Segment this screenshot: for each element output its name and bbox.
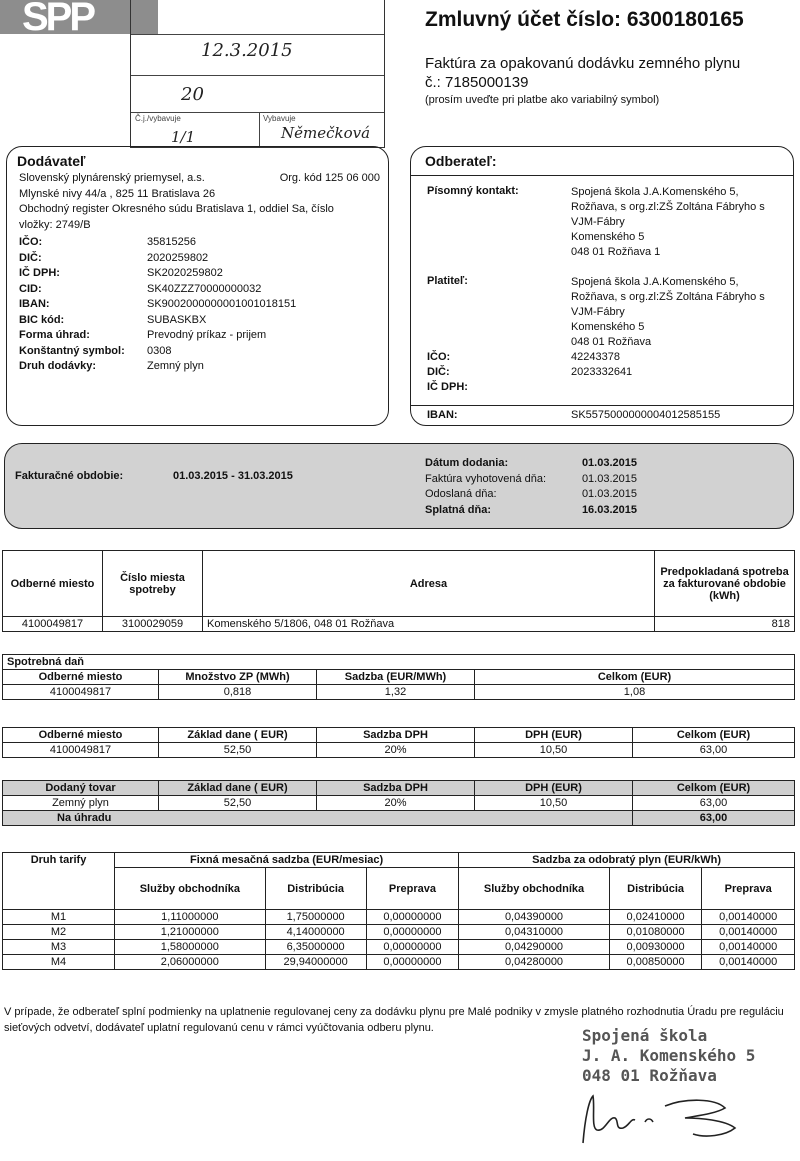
vat-col-total: Celkom (EUR)	[633, 728, 795, 743]
tariff-type: M4	[3, 955, 115, 970]
detail-row	[19, 235, 296, 251]
detail-value: Prevodný príkaz - prijem	[147, 329, 267, 341]
date-value: 01.03.2015	[581, 472, 637, 485]
stamp-signature: Němečková	[281, 124, 371, 142]
customer-iban-label: IBAN:	[427, 409, 458, 421]
invoice-note: (prosím uveďte pri platbe ako variabilný symbol)	[425, 94, 660, 106]
supplier-register: Obchodný register Okresného súdu Bratislava 1, oddiel Sa, číslo	[19, 203, 334, 215]
address-line: VJM-Fábry	[571, 306, 625, 318]
col-address: Adresa	[203, 551, 655, 617]
tariff-type: M3	[3, 940, 115, 955]
tariff-value: 2,06000000	[115, 955, 266, 970]
spp-logo: SPP	[0, 0, 158, 34]
tariff-col-type: Druh tarify	[3, 853, 115, 910]
col-point-number: Číslo miesta spotreby	[103, 551, 203, 617]
seal-line-3: 048 01 Rožňava	[582, 1066, 717, 1085]
vat-col-base: Základ dane ( EUR)	[159, 728, 317, 743]
goods-col-item: Dodaný tovar	[3, 781, 159, 796]
tariff-value: 0,00930000	[609, 940, 702, 955]
tariff-value: 0,00000000	[366, 940, 459, 955]
address-line: Spojená škola J.A.Komenského 5,	[571, 186, 739, 198]
detail-row	[19, 359, 296, 375]
detail-label: CID:	[19, 282, 42, 295]
tariff-value: 4,14000000	[265, 925, 366, 940]
table-row	[3, 685, 795, 700]
date-label: Splatná dňa:	[425, 503, 492, 516]
date-value: 16.03.2015	[581, 503, 637, 516]
date-row	[425, 456, 637, 472]
detail-row	[19, 344, 296, 360]
tariff-value: 0,00000000	[366, 925, 459, 940]
detail-label: Druh dodávky:	[19, 360, 97, 372]
contact-label: Písomný kontakt:	[427, 185, 519, 197]
excise-point: 4100049817	[3, 685, 159, 700]
tariff-value: 1,21000000	[115, 925, 266, 940]
invoice-number: č.: 7185000139	[425, 74, 529, 91]
col-point: Odberné miesto	[3, 551, 103, 617]
tariff-subheader: Preprava	[366, 868, 459, 910]
vat-table	[2, 727, 795, 758]
goods-col-total: Celkom (EUR)	[633, 781, 795, 796]
stamp-label-2: Vybavuje	[263, 114, 296, 123]
excise-amount: 0,818	[159, 685, 317, 700]
address-line: 048 01 Rožňava 1	[571, 246, 661, 258]
address-line: 048 01 Rožňava	[571, 336, 652, 348]
customer-box	[410, 146, 794, 426]
goods-total: 63,00	[633, 796, 795, 811]
tariff-value: 1,75000000	[265, 910, 366, 925]
vat-col-rate: Sadzba DPH	[317, 728, 475, 743]
date-row	[425, 487, 637, 503]
detail-row	[19, 251, 296, 267]
tariff-value: 6,35000000	[265, 940, 366, 955]
vat-amount: 10,50	[475, 743, 633, 758]
customer-iban: SK5575000000004012585155	[571, 409, 721, 421]
vat-base: 52,50	[159, 743, 317, 758]
tariff-value: 0,00140000	[702, 955, 795, 970]
excise-col-total: Celkom (EUR)	[475, 670, 795, 685]
tariff-value: 0,00140000	[702, 940, 795, 955]
customer-heading: Odberateľ:	[425, 153, 497, 169]
table-row	[3, 796, 795, 811]
goods-table	[2, 780, 795, 826]
detail-value: 0308	[147, 344, 172, 357]
goods-col-rate: Sadzba DPH	[317, 781, 475, 796]
stamp-date: 12.3.2015	[201, 40, 293, 61]
table-row	[3, 955, 795, 970]
customer-dic-label: DIČ:	[427, 366, 450, 378]
stamp-label-1: Č.j./vybavuje	[135, 114, 181, 123]
tariff-value: 0,04390000	[459, 910, 610, 925]
tariff-type: M1	[3, 910, 115, 925]
stamp-number: 20	[181, 84, 204, 105]
cell-address: Komenského 5/1806, 048 01 Rožňava	[203, 617, 655, 632]
goods-col-base: Základ dane ( EUR)	[159, 781, 317, 796]
period-value: 01.03.2015 - 31.03.2015	[173, 470, 293, 482]
table-row	[3, 925, 795, 940]
goods-item: Zemný plyn	[3, 796, 159, 811]
tariff-value: 0,04310000	[459, 925, 610, 940]
detail-value: SK2020259802	[147, 267, 223, 279]
excise-title: Spotrebná daň	[3, 655, 795, 670]
tariff-subheader: Služby obchodníka	[459, 868, 610, 910]
school-seal	[582, 1026, 755, 1086]
detail-value: SK40ZZZ70000000032	[147, 282, 262, 295]
cell-point-number: 3100029059	[103, 617, 203, 632]
date-value: 01.03.2015	[581, 457, 637, 469]
vat-total: 63,00	[633, 743, 795, 758]
customer-icdph-label: IČ DPH:	[427, 381, 468, 393]
excise-col-point: Odberné miesto	[3, 670, 159, 685]
tariff-value: 29,94000000	[265, 955, 366, 970]
regulation-note: V prípade, že odberateľ splní podmienky na uplatnenie regulovanej ceny za dodávku plynu pre Malé podniky v zmysle platného rozhodnutia Úradu pre reguláciu sieťových odvetví, dodávateľ uplatní regulovanú cenu v rámci vyúčtovania odberu plynu.	[4, 1006, 784, 1034]
excise-col-rate: Sadzba (EUR/MWh)	[317, 670, 475, 685]
vat-point: 4100049817	[3, 743, 159, 758]
supplier-address: Mlynské nivy 44/a , 825 11 Bratislava 26	[19, 187, 216, 200]
detail-label: DIČ:	[19, 251, 42, 264]
detail-value: SUBASKBX	[147, 313, 207, 326]
tariff-value: 0,01080000	[609, 925, 702, 940]
tariff-value: 0,00000000	[366, 955, 459, 970]
period-dates	[425, 456, 637, 518]
tariff-value: 1,58000000	[115, 940, 266, 955]
col-expected-consumption: Predpokladaná spotreba za fakturované obdobie (kWh)	[655, 551, 795, 617]
address-line: Komenského 5	[571, 231, 645, 243]
amount-due-value: 63,00	[633, 811, 795, 826]
goods-col-vat: DPH (EUR)	[475, 781, 633, 796]
detail-row	[19, 297, 296, 313]
tariff-subheader: Distribúcia	[609, 868, 702, 910]
tariff-subheader: Služby obchodníka	[115, 868, 266, 910]
invoice-title-line1: Faktúra za opakovanú dodávku zemného plynu	[425, 55, 741, 72]
amount-due-label: Na úhradu	[3, 811, 633, 826]
tariff-value: 0,02410000	[609, 910, 702, 925]
excise-total: 1,08	[475, 685, 795, 700]
table-row	[3, 910, 795, 925]
vat-rate: 20%	[317, 743, 475, 758]
cell-point: 4100049817	[3, 617, 103, 632]
seal-line-1: Spojená škola	[582, 1026, 708, 1045]
detail-label: IČ DPH:	[19, 267, 60, 279]
excise-col-amount: Množstvo ZP (MWh)	[159, 670, 317, 685]
tariff-value: 0,00140000	[702, 925, 795, 940]
date-value: 01.03.2015	[581, 488, 637, 500]
supplier-name: Slovenský plynárenský priemysel, a.s.	[19, 172, 205, 184]
stamp-handwritten: 1/1	[171, 128, 196, 146]
detail-label: Forma úhrad:	[19, 329, 90, 341]
tariff-value: 1,11000000	[115, 910, 266, 925]
tariff-value: 0,00000000	[366, 910, 459, 925]
table-row	[3, 940, 795, 955]
date-label: Faktúra vyhotovená dňa:	[425, 472, 547, 485]
customer-ico-label: IČO:	[427, 351, 451, 363]
address-line: Rožňava, s org.zl:ZŠ Zoltána Fábryho s	[571, 201, 765, 213]
detail-value: 35815256	[147, 236, 196, 248]
tariff-value: 0,04280000	[459, 955, 610, 970]
goods-vat: 10,50	[475, 796, 633, 811]
detail-label: IČO:	[19, 236, 43, 248]
detail-label: IBAN:	[19, 298, 50, 310]
supplier-org-code: Org. kód 125 06 000	[279, 172, 380, 184]
excise-rate: 1,32	[317, 685, 475, 700]
address-line: Rožňava, s org.zl:ZŠ Zoltána Fábryho s	[571, 291, 765, 303]
detail-row	[19, 282, 296, 298]
tariff-value: 0,00140000	[702, 910, 795, 925]
tariff-table	[2, 852, 795, 970]
address-line: Spojená škola J.A.Komenského 5,	[571, 276, 739, 288]
supplier-details	[19, 235, 296, 375]
detail-row	[19, 328, 296, 344]
table-row	[3, 617, 795, 632]
date-label: Odoslaná dňa:	[425, 488, 497, 500]
date-row	[425, 472, 637, 488]
detail-value: 2020259802	[147, 251, 209, 264]
tariff-subheader: Preprava	[702, 868, 795, 910]
invoice-title	[425, 54, 740, 92]
customer-ico: 42243378	[571, 351, 620, 363]
supplier-heading: Dodávateľ	[17, 153, 86, 169]
address-line: Komenského 5	[571, 321, 645, 333]
detail-label: Konštantný symbol:	[19, 344, 125, 357]
tariff-type: M2	[3, 925, 115, 940]
billing-period-box	[4, 443, 794, 529]
date-row	[425, 503, 637, 519]
contact-address	[571, 185, 765, 260]
goods-rate: 20%	[317, 796, 475, 811]
excise-tax-table	[2, 654, 795, 700]
detail-label: BIC kód:	[19, 313, 65, 326]
payer-address	[571, 275, 765, 350]
tariff-group-rate: Sadzba za odobratý plyn (EUR/kWh)	[459, 853, 795, 868]
handwritten-signature	[575, 1088, 750, 1148]
goods-base: 52,50	[159, 796, 317, 811]
vat-col-vat: DPH (EUR)	[475, 728, 633, 743]
table-row	[3, 743, 795, 758]
supplier-register-2: vložky: 2749/B	[19, 218, 91, 231]
period-label: Fakturačné obdobie:	[15, 470, 124, 482]
detail-row	[19, 313, 296, 329]
vat-col-point: Odberné miesto	[3, 728, 159, 743]
detail-value: SK9002000000001001018151	[147, 298, 297, 310]
payer-label: Platiteľ:	[427, 275, 468, 287]
address-line: VJM-Fábry	[571, 216, 625, 228]
tariff-value: 0,04290000	[459, 940, 610, 955]
tariff-group-fixed: Fixná mesačná sadzba (EUR/mesiac)	[115, 853, 459, 868]
seal-line-2: J. A. Komenského 5	[582, 1046, 756, 1065]
date-label: Dátum dodania:	[425, 457, 509, 469]
tariff-subheader: Distribúcia	[265, 868, 366, 910]
cell-consumption: 818	[655, 617, 795, 632]
detail-value: Zemný plyn	[147, 360, 204, 372]
customer-dic: 2023332641	[571, 366, 633, 378]
consumption-point-table	[2, 550, 795, 632]
supplier-box	[6, 146, 389, 426]
detail-row	[19, 266, 296, 282]
account-title: Zmluvný účet číslo: 6300180165	[425, 8, 744, 31]
registry-stamp	[130, 0, 385, 148]
tariff-value: 0,00850000	[609, 955, 702, 970]
